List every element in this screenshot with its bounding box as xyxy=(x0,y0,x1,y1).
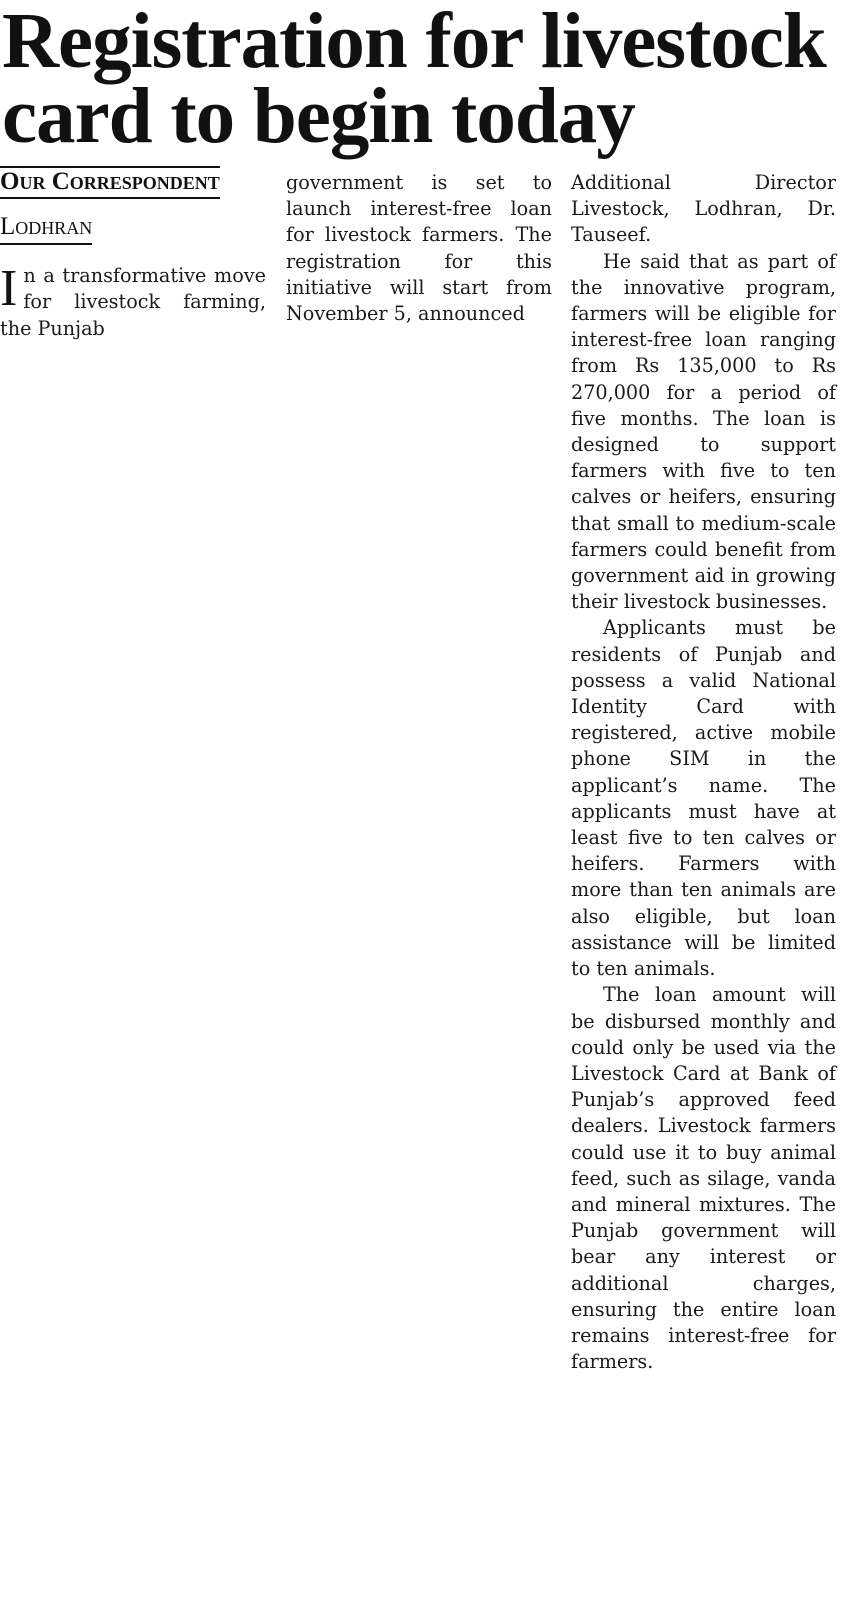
dateline-wrap xyxy=(0,213,266,245)
article-column-3 xyxy=(571,170,836,1375)
lead-paragraph xyxy=(0,260,266,342)
lead-text: n a transformative move for livestock farming, the Punjab xyxy=(0,264,266,340)
body-paragraph: Applicants must be residents of Punjab and possess a valid National Identity Card with registered, active mobile phone SIM in the applicant’s name. The applicants must have at least five to ten calves or heifers. Farmers with more than ten animals are also eligible, but loan assistance will be limited to ten animals. xyxy=(571,616,836,981)
column-2-text: government is set to launch interest-free loan for livestock farmers. The registration for this initiative will start from November 5, announced xyxy=(286,171,552,326)
article-column-1 xyxy=(0,170,266,342)
body-paragraph: He said that as part of the innovative program, farmers will be eligible for interest-free loan ranging from Rs 135,000 to Rs 270,000 for a period of five months. The loan is designed to support farmers with five to ten calves or heifers, ensuring that small to medium-scale farmers could benefit from government aid in growing their livestock businesses. xyxy=(571,249,836,614)
headline: Registration for livestock card to begin today xyxy=(2,0,826,160)
body-paragraph: The loan amount will be disbursed monthly and could only be used via the Livestock Card at Bank of Punjab’s approved feed dealers. Livestock farmers could use it to buy animal feed, such as silage, vanda and mineral mixtures. The Punjab government will bear any interest or additional charges, ensuring the entire loan remains interest-free for farmers. xyxy=(571,983,836,1374)
column-3-opening: Additional Director Livestock, Lodhran, Dr. Tauseef. xyxy=(571,171,836,247)
dateline: Lodhran xyxy=(0,213,92,245)
byline-box xyxy=(0,166,220,199)
article-column-2 xyxy=(286,170,552,327)
dropcap: I xyxy=(0,260,18,318)
byline: Our Correspondent xyxy=(0,168,220,195)
